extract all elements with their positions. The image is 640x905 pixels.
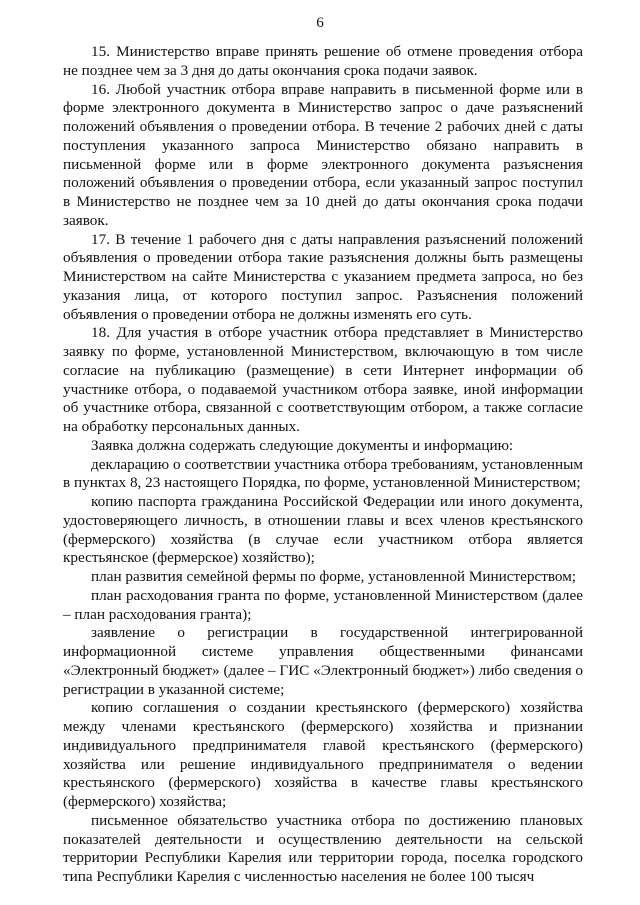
paragraph-requirements-intro: Заявка должна содержать следующие документы и информацию: bbox=[91, 436, 514, 454]
list-item-declaration: декларацию о соответствии участника отбора требованиям, установленным в пунктах 8, 23 настоящего Порядка, по форме, установленной Министерством; bbox=[63, 455, 583, 492]
paragraph-item-16: 16. Любой участник отбора вправе направить в письменной форме или в форме электронного документа в Министерство запрос о даче разъяснений положений объявления о проведении отбора. В течение 2 рабочих дней с даты поступления указанного запроса Министерство обязано направить в письменной форме или в форме электронного документа разъяснения положений объявления о проведении отбора, если указанный запрос поступил в Министерство не позднее чем за 10 дней до даты окончания срока подачи заявок. bbox=[63, 80, 583, 229]
list-item-farm-development-plan: план развития семейной фермы по форме, установленной Министерством; bbox=[91, 568, 577, 585]
paragraph-item-15: 15. Министерство вправе принять решение об отмене проведения отбора не позднее чем за 3 дня до даты окончания срока подачи заявок. bbox=[63, 43, 583, 79]
list-item-grant-spending-plan: план расходования гранта по форме, установленной Министерством (далее – план расходования гранта); bbox=[63, 586, 583, 623]
paragraph-item-17: 17. В течение 1 рабочего дня с даты направления разъяснений положений объявления о проведении отбора такие разъяснения должны быть размещены Министерством на сайте Министерства с указанием предмета запроса, но без указания лица, от которого поступил запрос. Разъяснения положений объявления о проведении отбора не должны изменять его суть. bbox=[63, 230, 583, 323]
list-item-farm-agreement-copy: копию соглашения о создании крестьянского (фермерского) хозяйства между членами крестьянского (фермерского) хозяйства и признании индивидуального предпринимателя главой крестьянского (фермерского) хозяйства или решение индивидуального предпринимателя о ведении крестьянского (фермерского) хозяйства в качестве главы крестьянского (фермерского) хозяйства; bbox=[63, 699, 583, 810]
paragraph-item-18: 18. Для участия в отборе участник отбора представляет в Министерство заявку по форме, установленной Министерством, включающую в том числе согласие на публикацию (размещение) в сети Интернет информации об участнике отбора, о подаваемой участником отбора заявке, иной информации об участнике отбора, связанной с соответствующим отбором, а также согласие на обработку персональных данных. bbox=[63, 324, 583, 435]
page-number: 6 bbox=[316, 14, 324, 31]
list-item-gis-registration: заявление о регистрации в государственной интегрированной информационной системе управления общественными финансами «Электронный бюджет» (далее – ГИС «Электронный бюджет») либо сведения о регистрации в указанной системе; bbox=[63, 624, 583, 698]
document-body bbox=[63, 43, 583, 887]
list-item-written-obligation: письменное обязательство участника отбора по достижению плановых показателей деятельности и осуществлению деятельности на сельской территории Республики Карелия или территории города, поселка городского типа Республики Карелия с численностью населения не более 100 тысяч bbox=[63, 811, 583, 885]
list-item-passport-copy: копию паспорта гражданина Российской Федерации или иного документа, удостоверяющего личность, в отношении главы и всех членов крестьянского (фермерского) хозяйства (в случае если участником отбора является крестьянское (фермерское) хозяйство); bbox=[63, 493, 583, 567]
